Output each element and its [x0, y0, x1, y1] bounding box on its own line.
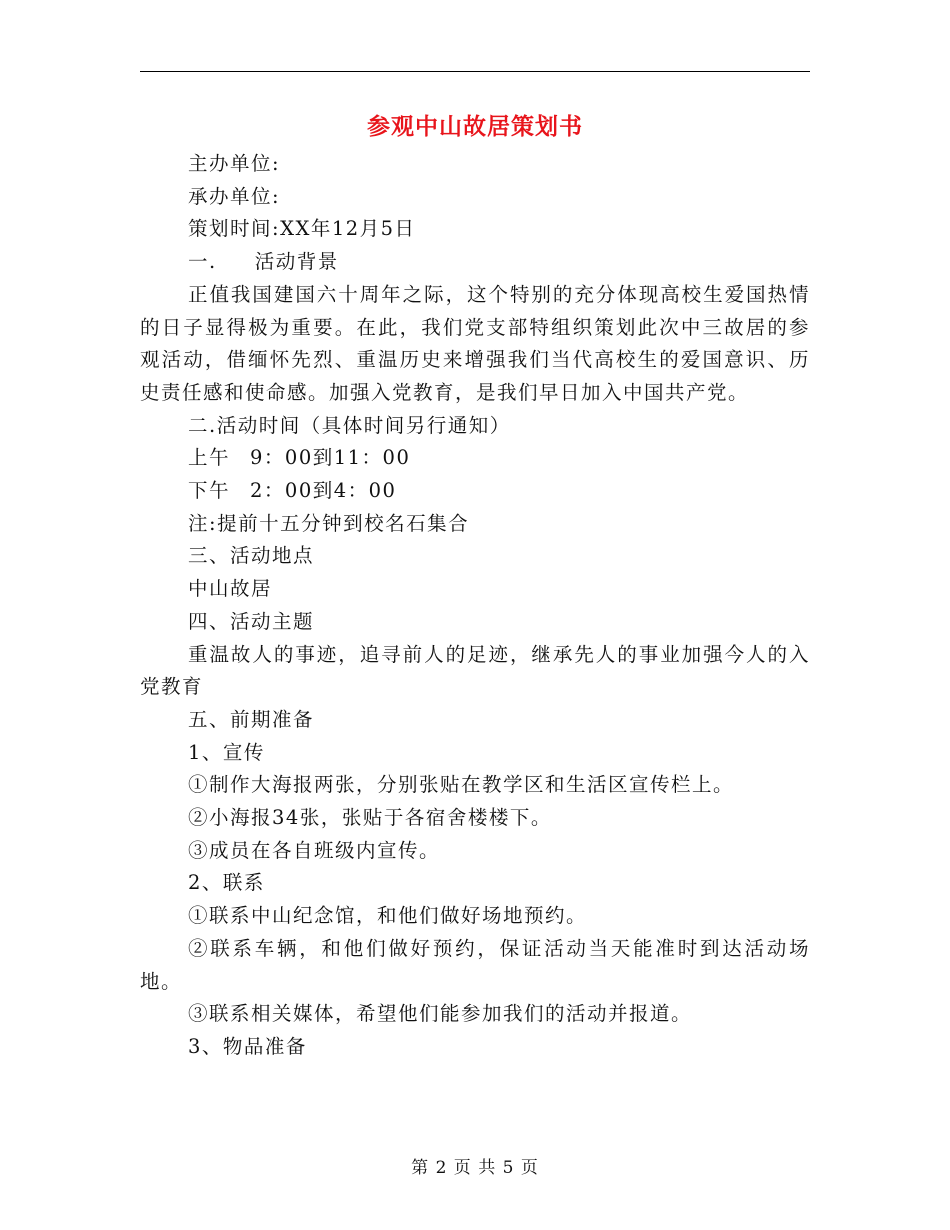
section-4-heading: 四、活动主题: [188, 609, 315, 633]
assembly-note: 注:提前十五分钟到校名石集合: [188, 511, 470, 535]
page-footer: 第 2 页 共 5 页: [411, 1158, 539, 1178]
prep-1-item-2: ②小海报34张，张贴于各宿舍楼楼下。: [188, 806, 552, 830]
afternoon-time: 2：00到4：00: [250, 479, 397, 503]
prep-2-item-2: ②联系车辆，和他们做好预约，保证活动当天能准时到达活动场地。: [140, 936, 810, 993]
prep-1-item-1: ①制作大海报两张，分别张贴在教学区和生活区宣传栏上。: [188, 773, 735, 797]
morning-time-line: [140, 442, 810, 475]
prep-2-heading: 2、联系: [188, 871, 265, 895]
section-2-heading: 二.活动时间（具体时间另行通知）: [188, 413, 511, 437]
co-organizer-line: 承办单位:: [188, 184, 281, 208]
section-1-number: 一.: [188, 250, 217, 274]
prep-1-item-3: ③成员在各自班级内宣传。: [188, 838, 441, 862]
morning-label: 上午: [188, 446, 231, 470]
section-5-heading: 五、前期准备: [188, 707, 315, 731]
section-3-heading: 三、活动地点: [188, 544, 315, 568]
afternoon-label: 下午: [188, 479, 231, 503]
prep-2-item-3: ③联系相关媒体，希望他们能参加我们的活动并报道。: [188, 1002, 693, 1026]
organizer-line: 主办单位:: [188, 152, 281, 175]
section-1-body: 正值我国建国六十周年之际，这个特别的充分体现高校生爱国热情的日子显得极为重要。在此，我们党支部特组织策划此次中三故居的参观活动，借缅怀先烈、重温历史来增强我们当代高校生的爱国意识、历史责任感和使命感。加强入党教育，是我们早日加入中国共产党。: [140, 282, 810, 404]
section-3-body: 中山故居: [188, 577, 273, 601]
prep-2-item-1: ①联系中山纪念馆，和他们做好场地预约。: [188, 904, 588, 928]
section-4-body: 重温故人的事迹，追寻前人的足迹，继承先人的事业加强今人的入党教育: [140, 642, 810, 699]
afternoon-time-line: [140, 475, 810, 508]
morning-time: 9：00到11：00: [250, 446, 411, 470]
document-title: 参观中山故居策划书: [367, 113, 583, 140]
prep-1-heading: 1、宣传: [188, 740, 265, 764]
document-body: [140, 148, 810, 1064]
header-rule: [140, 71, 810, 72]
prep-3-heading: 3、物品准备: [188, 1034, 307, 1058]
section-1-heading: [140, 246, 810, 279]
section-1-title: 活动背景: [254, 250, 339, 274]
plan-time-line: 策划时间:XX年12月5日: [188, 217, 416, 241]
